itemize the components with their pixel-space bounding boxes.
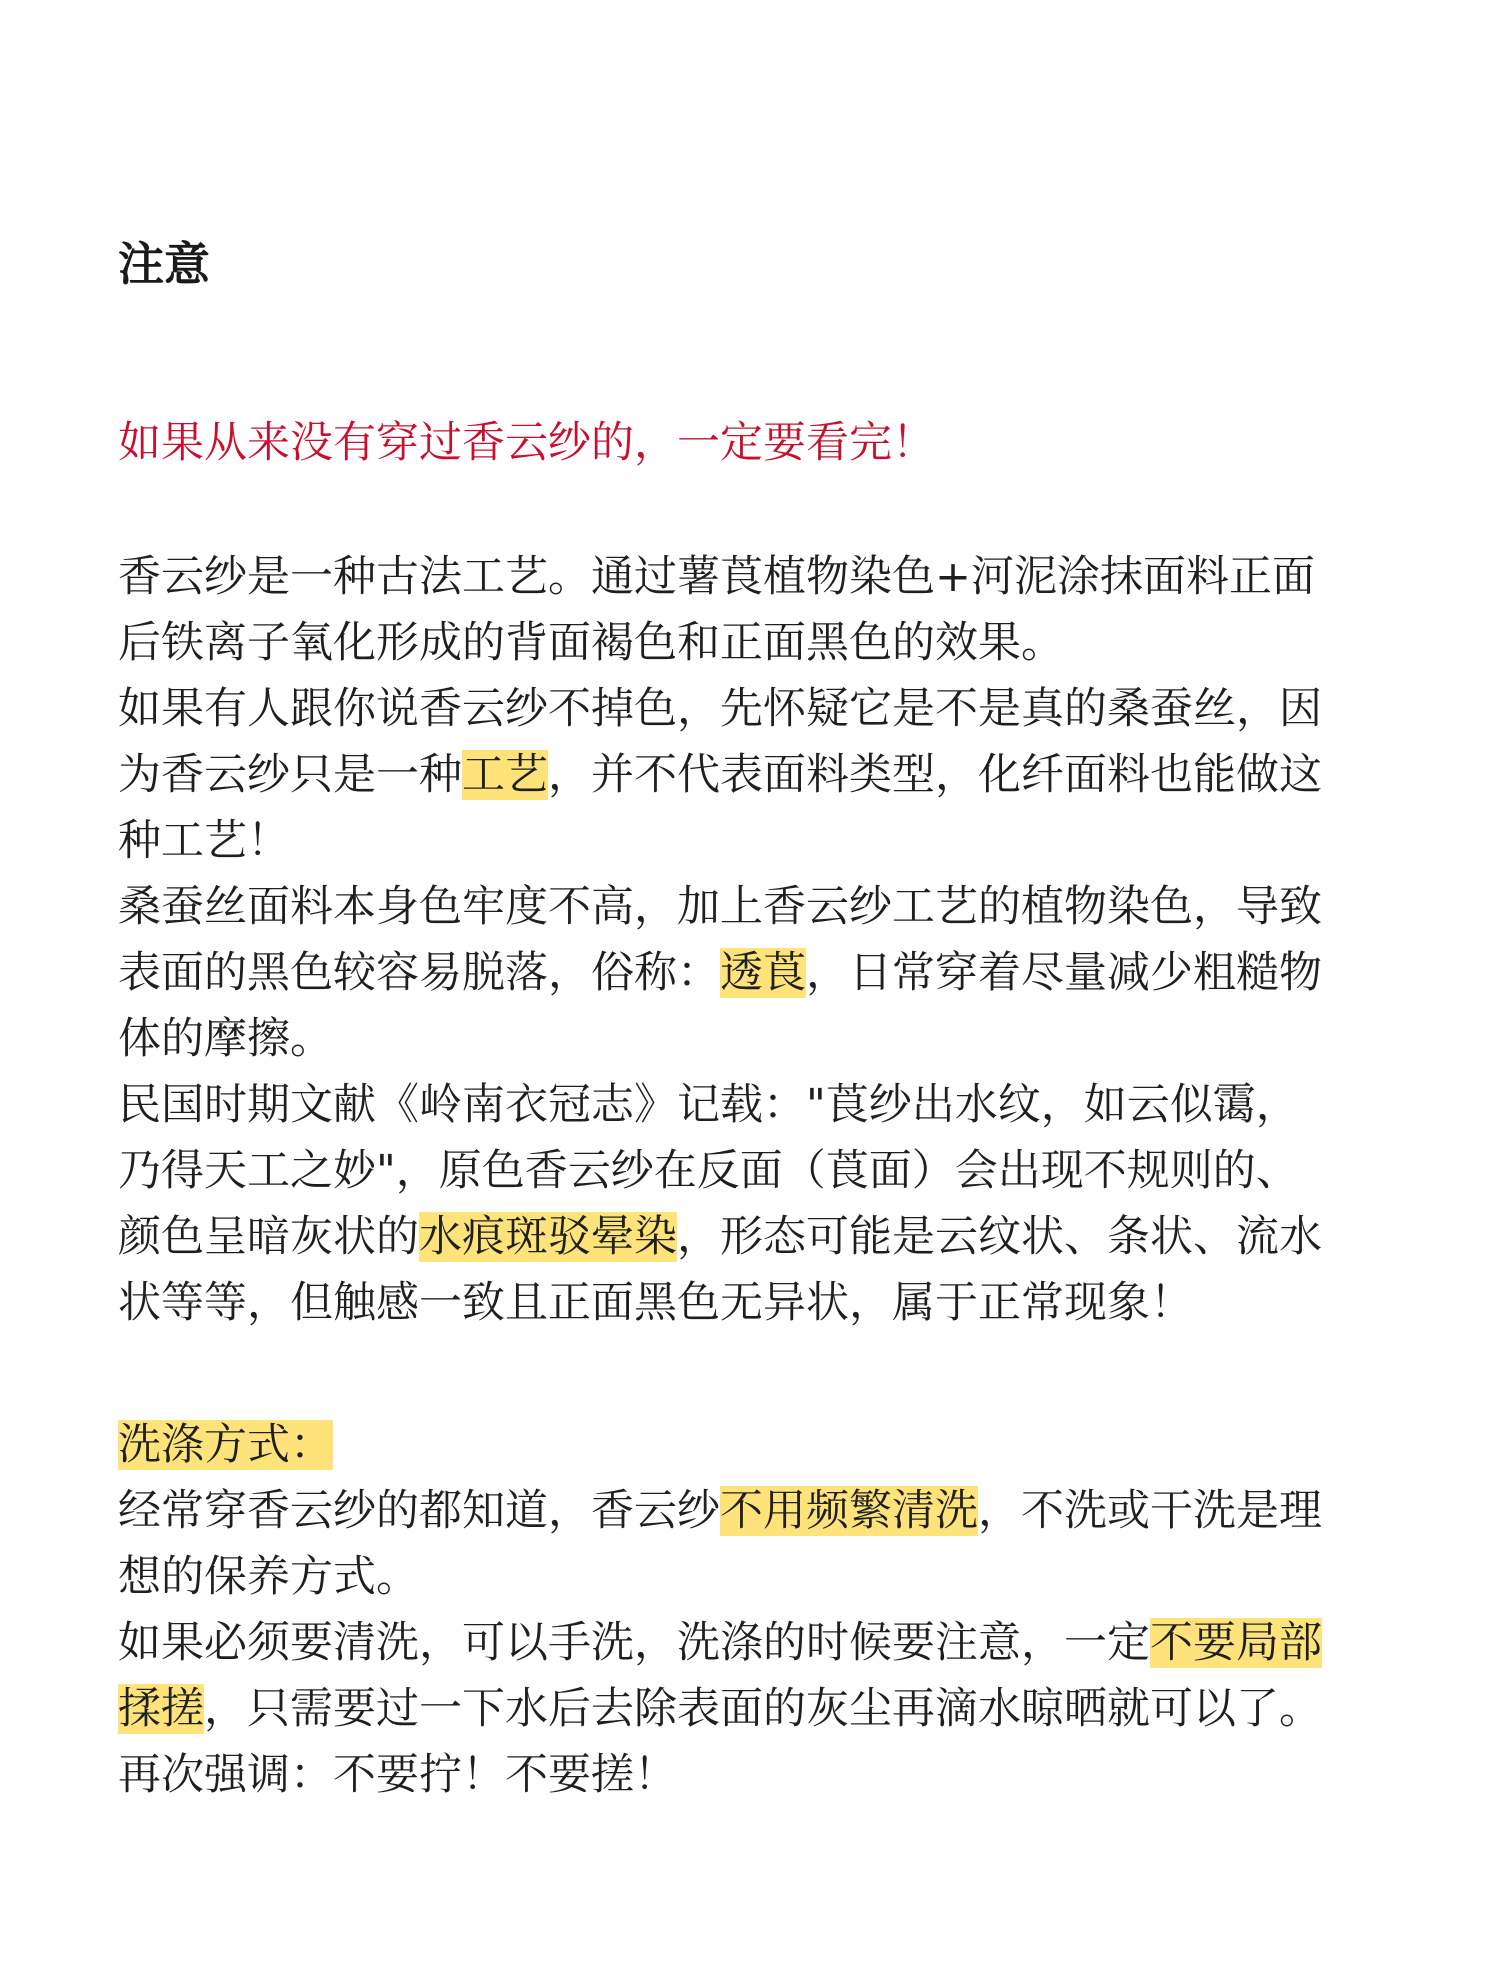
highlighted-text: 透莨 [720, 948, 806, 998]
highlighted-text: 揉搓 [118, 1684, 204, 1734]
line-text: ，形态可能是云纹状、条状、流水 [677, 1212, 1322, 1262]
line-text: 如果必须要清洗，可以手洗，洗涤的时候要注意，一定 [118, 1618, 1150, 1668]
highlighted-text: 水痕斑驳晕染 [419, 1212, 677, 1262]
text-line [118, 544, 1388, 610]
text-line [118, 1138, 1388, 1204]
line-text: ，只需要过一下水后去除表面的灰尘再滴水晾晒就可以了。 [204, 1684, 1322, 1734]
line-text: 颜色呈暗灰状的 [118, 1212, 419, 1262]
highlighted-text: 洗涤方式： [118, 1420, 333, 1470]
line-text: 再次强调：不要拧！不要搓！ [118, 1750, 677, 1800]
line-text: 状等等，但触感一致且正面黑色无异状，属于正常现象！ [118, 1278, 1193, 1328]
line-text: 乃得天工之妙"，原色香云纱在反面（莨面）会出现不规则的、 [118, 1146, 1299, 1196]
line-text: 民国时期文献《岭南衣冠志》记载："莨纱出水纹，如云似霭， [118, 1080, 1299, 1130]
line-text: 后铁离子氧化形成的背面褐色和正面黑色的效果。 [118, 618, 1064, 668]
line-text: 想的保养方式。 [118, 1552, 419, 1602]
text-line [118, 1006, 1388, 1072]
highlighted-text: 不要局部 [1150, 1618, 1322, 1668]
text-line [118, 940, 1388, 1006]
text-line [118, 676, 1388, 742]
text-line [118, 1478, 1388, 1544]
text-line [118, 610, 1388, 676]
text-line [118, 1544, 1388, 1610]
intro-paragraphs [118, 544, 1388, 1336]
section-heading: 注意 [118, 237, 210, 291]
text-line [118, 1676, 1388, 1742]
text-line [118, 874, 1388, 940]
line-text: ，日常穿着尽量减少粗糙物 [806, 948, 1322, 998]
line-text: 经常穿香云纱的都知道，香云纱 [118, 1486, 720, 1536]
washing-instructions [118, 1412, 1388, 1808]
highlighted-text: 不用频繁清洗 [720, 1486, 978, 1536]
text-line [118, 1204, 1388, 1270]
highlighted-text: 工艺 [462, 750, 548, 800]
text-line [118, 742, 1388, 808]
text-line [118, 1412, 1388, 1478]
line-text: 为香云纱只是一种 [118, 750, 462, 800]
text-line [118, 1270, 1388, 1336]
text-line [118, 1742, 1388, 1808]
text-line [118, 1610, 1388, 1676]
warning-notice: 如果从来没有穿过香云纱的，一定要看完！ [118, 418, 935, 468]
line-text: 桑蚕丝面料本身色牢度不高，加上香云纱工艺的植物染色，导致 [118, 882, 1322, 932]
line-text: ，不洗或干洗是理 [978, 1486, 1322, 1536]
line-text: 种工艺！ [118, 816, 290, 866]
text-line [118, 808, 1388, 874]
line-text: 香云纱是一种古法工艺。通过薯莨植物染色+河泥涂抹面料正面 [118, 552, 1316, 602]
text-line [118, 1072, 1388, 1138]
line-text: ，并不代表面料类型，化纤面料也能做这 [548, 750, 1322, 800]
line-text: 表面的黑色较容易脱落，俗称： [118, 948, 720, 998]
line-text: 如果有人跟你说香云纱不掉色，先怀疑它是不是真的桑蚕丝，因 [118, 684, 1322, 734]
line-text: 体的摩擦。 [118, 1014, 333, 1064]
